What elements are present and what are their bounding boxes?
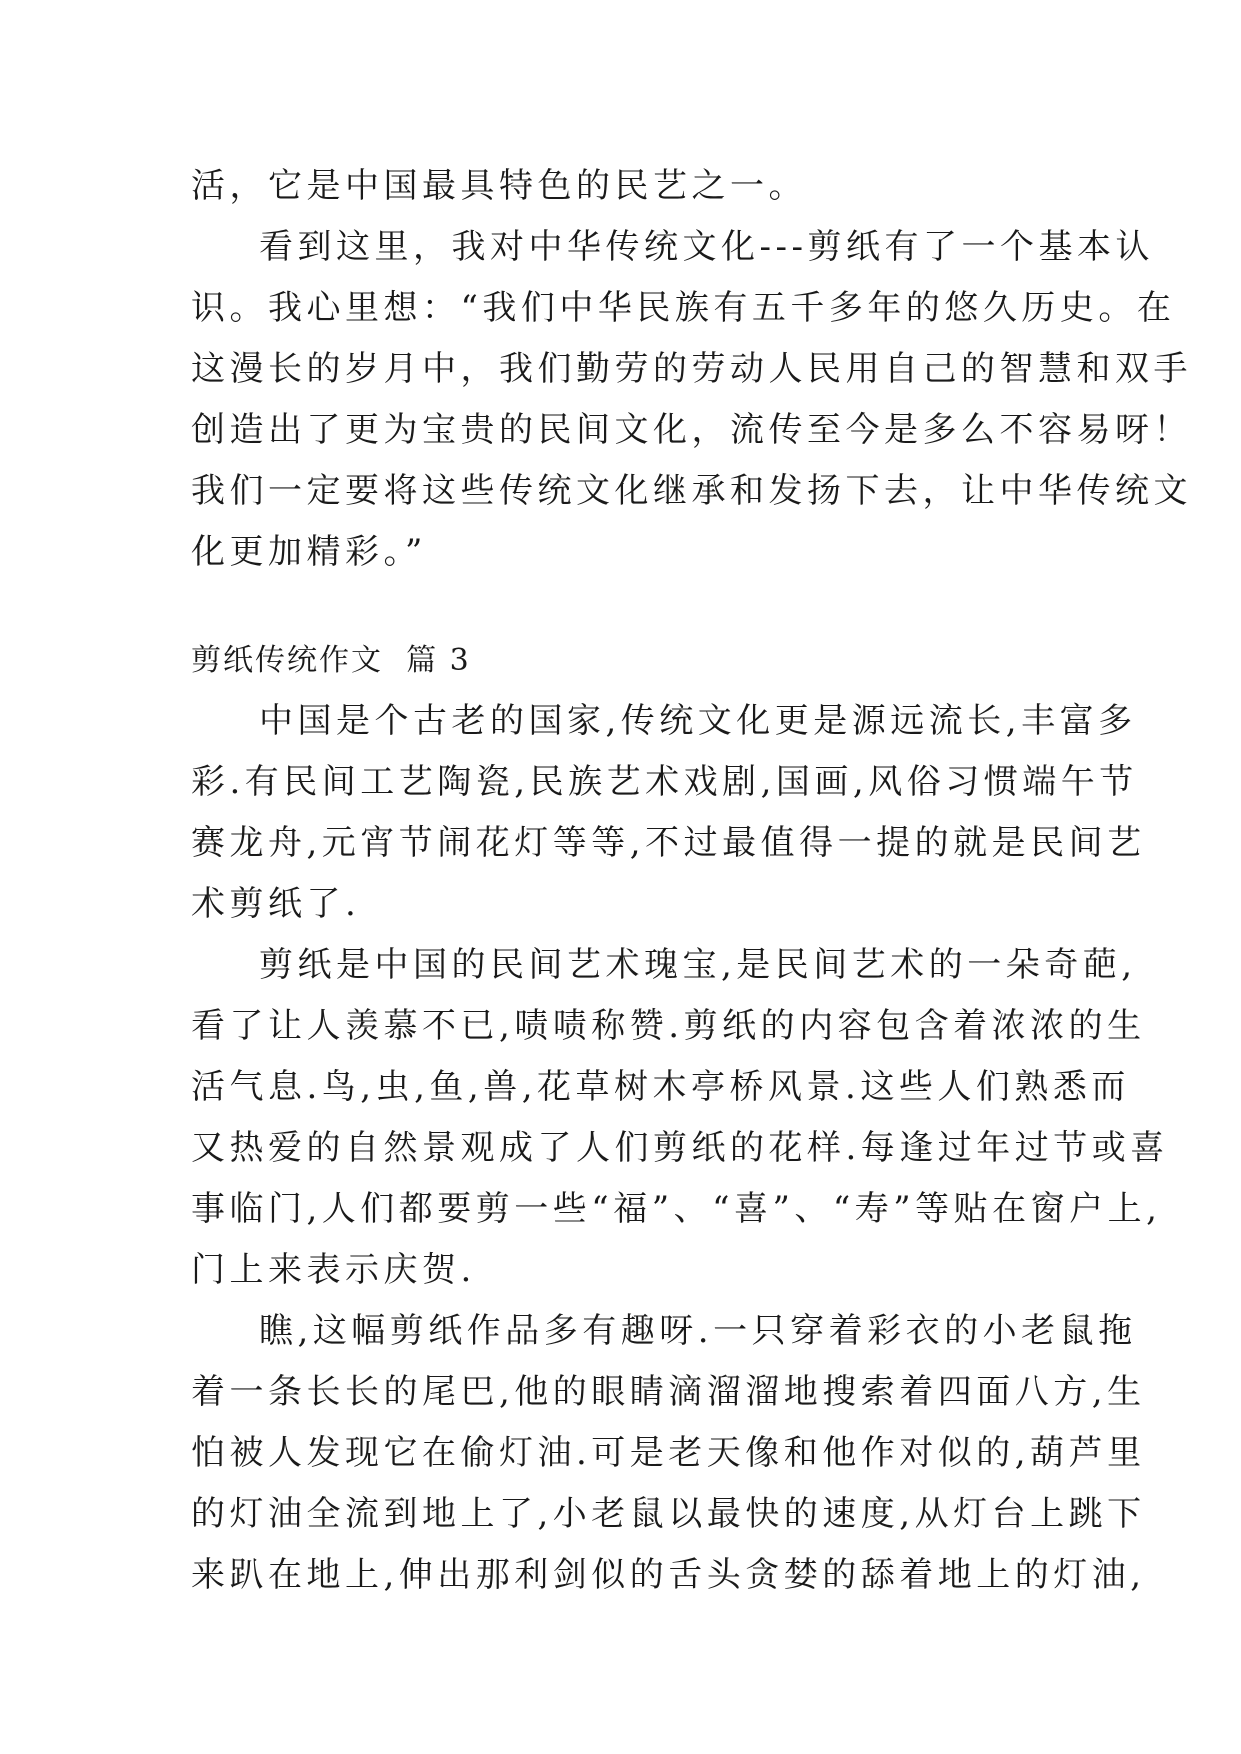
paragraph-line: 活，它是中国最具特色的民艺之一。 bbox=[191, 166, 807, 206]
paragraph-line: 又热爱的自然景观成了人们剪纸的花样.每逢过年过节或喜 bbox=[191, 1128, 1169, 1168]
paragraph-line: 瞧,这幅剪纸作品多有趣呀.一只穿着彩衣的小老鼠拖 bbox=[259, 1311, 1137, 1351]
paragraph-line: 怕被人发现它在偷灯油.可是老天像和他作对似的,葫芦里 bbox=[191, 1433, 1146, 1473]
paragraph-line: 这漫长的岁月中，我们勤劳的劳动人民用自己的智慧和双手 bbox=[191, 349, 1192, 389]
paragraph-line: 的灯油全流到地上了,小老鼠以最快的速度,从灯台上跳下 bbox=[191, 1494, 1146, 1534]
paragraph-line: 术剪纸了. bbox=[191, 884, 361, 924]
paragraph-line: 活气息.鸟,虫,鱼,兽,花草树木亭桥风景.这些人们熟悉而 bbox=[191, 1067, 1130, 1107]
document-page bbox=[191, 156, 1192, 1606]
paragraph-line: 来趴在地上,伸出那利剑似的舌头贪婪的舔着地上的灯油, bbox=[191, 1555, 1146, 1595]
paragraph-line: 彩.有民间工艺陶瓷,民族艺术戏剧,国画,风俗习惯端午节 bbox=[191, 762, 1138, 802]
paragraph-line: 赛龙舟,元宵节闹花灯等等,不过最值得一提的就是民间艺 bbox=[191, 823, 1146, 863]
paragraph-line: 识。我心里想：“我们中华民族有五千多年的悠久历史。在 bbox=[191, 288, 1176, 328]
paragraph-line: 门上来表示庆贺. bbox=[191, 1250, 476, 1290]
paragraph-line: 着一条长长的尾巴,他的眼睛滴溜溜地搜索着四面八方,生 bbox=[191, 1372, 1146, 1412]
paragraph-line: 看到这里，我对中华传统文化---剪纸有了一个基本认 bbox=[259, 227, 1154, 267]
paragraph-line: 看了让人羡慕不已,啧啧称赞.剪纸的内容包含着浓浓的生 bbox=[191, 1006, 1146, 1046]
paragraph-line: 化更加精彩。” bbox=[191, 532, 427, 572]
paragraph-line: 事临门,人们都要剪一些“福”、“喜”、“寿”等贴在窗户上, bbox=[191, 1189, 1162, 1229]
section-spacer bbox=[191, 583, 1057, 630]
paragraph-line: 中国是个古老的国家,传统文化更是源远流长,丰富多 bbox=[259, 701, 1137, 741]
section-heading: 剪纸传统作文 篇 3 bbox=[191, 643, 471, 678]
paragraph-line: 我们一定要将这些传统文化继承和发扬下去，让中华传统文 bbox=[191, 471, 1192, 511]
paragraph-line: 剪纸是中国的民间艺术瑰宝,是民间艺术的一朵奇葩, bbox=[259, 945, 1137, 985]
paragraph-line: 创造出了更为宝贵的民间文化，流传至今是多么不容易呀！ bbox=[191, 410, 1192, 450]
